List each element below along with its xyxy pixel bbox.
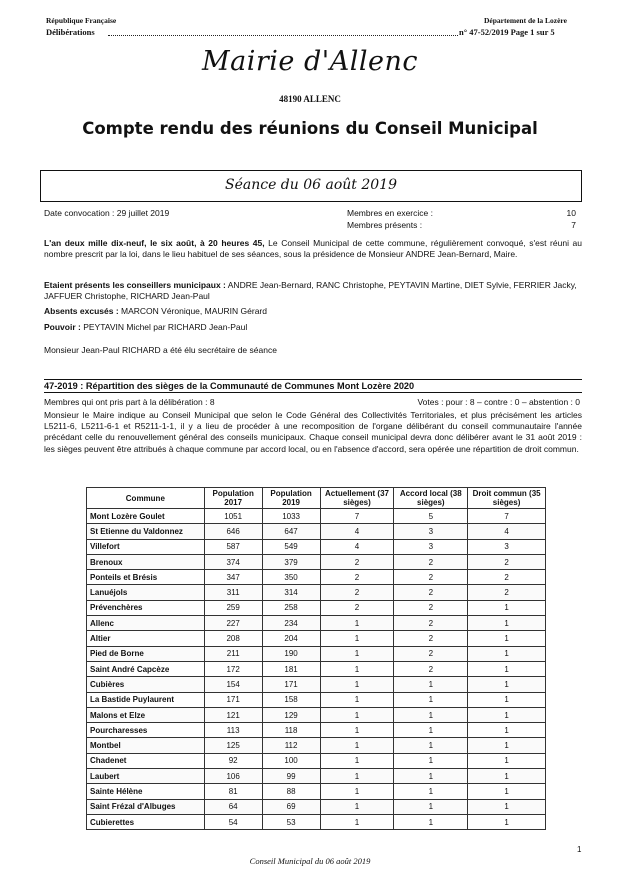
cell-accord-local: 1 [394,784,468,799]
table-row [87,539,546,554]
cell-population-2017: 81 [204,784,262,799]
cell-droit-commun: 1 [468,814,546,829]
cell-droit-commun: 4 [468,524,546,539]
cell-commune: Cubierettes [87,814,205,829]
cell-droit-commun: 1 [468,707,546,722]
mairie-name: Mairie d'Allenc [202,46,418,77]
postcode: 48190 ALLENC [279,94,341,104]
cell-actuellement: 1 [320,753,394,768]
cell-population-2017: 54 [204,814,262,829]
cell-droit-commun: 1 [468,661,546,676]
cell-droit-commun: 1 [468,769,546,784]
seance-date-box [40,170,582,202]
cell-commune: Pied de Borne [87,646,205,661]
cell-accord-local: 1 [394,723,468,738]
cell-population-2017: 113 [204,723,262,738]
cell-population-2017: 125 [204,738,262,753]
cell-actuellement: 2 [320,554,394,569]
col-header-droit-commun: Droit commun (35 sièges) [468,488,546,509]
cell-population-2019: 647 [262,524,320,539]
cell-actuellement: 1 [320,723,394,738]
cell-population-2017: 587 [204,539,262,554]
cell-population-2019: 171 [262,677,320,692]
secretaire-line: Monsieur Jean-Paul RICHARD a été élu secrétaire de séance [44,345,277,355]
cell-accord-local: 1 [394,799,468,814]
cell-commune: Sainte Hélène [87,784,205,799]
membres-presents-label: Membres présents : [347,220,423,230]
table-row [87,784,546,799]
cell-population-2019: 118 [262,723,320,738]
cell-population-2017: 646 [204,524,262,539]
table-row [87,661,546,676]
cell-commune: Chadenet [87,753,205,768]
cell-accord-local: 2 [394,600,468,615]
cell-population-2019: 549 [262,539,320,554]
cell-droit-commun: 1 [468,799,546,814]
cell-droit-commun: 1 [468,631,546,646]
cell-population-2017: 211 [204,646,262,661]
cell-droit-commun: 3 [468,539,546,554]
table-row [87,600,546,615]
cell-actuellement: 4 [320,539,394,554]
cell-accord-local: 1 [394,677,468,692]
cell-population-2017: 1051 [204,509,262,524]
cell-accord-local: 3 [394,539,468,554]
cell-population-2017: 106 [204,769,262,784]
cell-commune: Montbel [87,738,205,753]
cell-actuellement: 1 [320,799,394,814]
votes-line: Votes : pour : 8 – contre : 0 – abstention : 0 [417,397,580,407]
cell-accord-local: 2 [394,585,468,600]
presents-text: ANDRE Jean-Bernard, RANC Christophe, PEYTAVIN Martine, DIET Sylvie, FERRIER Jacky, JAFFUER Christophe, RICHARD Jean-Paul [44,280,577,302]
page-number: 1 [577,845,582,854]
cell-commune: Allenc [87,616,205,631]
cell-actuellement: 1 [320,646,394,661]
cell-droit-commun: 1 [468,600,546,615]
cell-accord-local: 2 [394,646,468,661]
cell-commune: Saint Frézal d'Albuges [87,799,205,814]
intro-bold-start: L'an deux mille dix-neuf, le six août, à 20 heures 45, [44,238,265,248]
section-title: 47-2019 : Répartition des sièges de la Communauté de Communes Mont Lozère 2020 [44,379,582,393]
table-row [87,738,546,753]
intro-paragraph [44,238,582,260]
cell-population-2019: 69 [262,799,320,814]
cell-commune: Cubières [87,677,205,692]
membres-exercice-label: Membres en exercice : [347,208,433,218]
cell-population-2017: 171 [204,692,262,707]
cell-commune: Prévenchères [87,600,205,615]
col-header-commune: Commune [87,488,205,509]
cell-actuellement: 2 [320,585,394,600]
cell-population-2017: 259 [204,600,262,615]
table-row [87,616,546,631]
cell-commune: Altier [87,631,205,646]
cell-actuellement: 1 [320,616,394,631]
cell-actuellement: 1 [320,814,394,829]
cell-accord-local: 2 [394,661,468,676]
cell-commune: Mont Lozère Goulet [87,509,205,524]
cell-accord-local: 2 [394,570,468,585]
cell-droit-commun: 1 [468,738,546,753]
cell-commune: Villefort [87,539,205,554]
table-row [87,799,546,814]
cell-actuellement: 7 [320,509,394,524]
cell-population-2019: 88 [262,784,320,799]
cell-population-2017: 374 [204,554,262,569]
cell-actuellement: 2 [320,570,394,585]
cell-actuellement: 1 [320,769,394,784]
cell-droit-commun: 2 [468,554,546,569]
cell-droit-commun: 1 [468,692,546,707]
header-department: Département de la Lozère [484,16,567,25]
cell-population-2017: 172 [204,661,262,676]
table-row [87,509,546,524]
cell-population-2019: 379 [262,554,320,569]
cell-commune: St Etienne du Valdonnez [87,524,205,539]
excuses-text: MARCON Véronique, MAURIN Gérard [118,306,267,316]
cell-population-2017: 347 [204,570,262,585]
header-page-reference: n° 47-52/2019 Page 1 sur 5 [459,27,555,37]
cell-commune: Saint André Capcèze [87,661,205,676]
cell-commune: Lanuéjols [87,585,205,600]
header-dotted-line [108,27,458,36]
header-republic: République Française [46,16,117,25]
cell-actuellement: 2 [320,600,394,615]
membres-exercice-value: 10 [566,208,576,218]
col-header-population-2017: Population 2017 [204,488,262,509]
cell-droit-commun: 2 [468,570,546,585]
cell-population-2017: 121 [204,707,262,722]
cell-accord-local: 1 [394,707,468,722]
cell-population-2019: 158 [262,692,320,707]
cell-population-2017: 64 [204,799,262,814]
table-row [87,753,546,768]
cell-droit-commun: 1 [468,784,546,799]
table-row [87,554,546,569]
table-row [87,723,546,738]
table-header-row [87,488,546,509]
table-row [87,524,546,539]
cell-actuellement: 1 [320,707,394,722]
cell-accord-local: 3 [394,524,468,539]
col-header-population-2019: Population 2019 [262,488,320,509]
cell-accord-local: 2 [394,616,468,631]
pouvoir-line [44,322,582,333]
cell-population-2019: 100 [262,753,320,768]
cell-actuellement: 1 [320,661,394,676]
presents-label: Etaient présents les conseillers municipaux : [44,280,226,290]
cell-population-2019: 314 [262,585,320,600]
cell-population-2017: 227 [204,616,262,631]
cell-population-2017: 154 [204,677,262,692]
footer: Conseil Municipal du 06 août 2019 [249,856,371,866]
table-row [87,769,546,784]
cell-actuellement: 1 [320,631,394,646]
table-row [87,585,546,600]
cell-population-2019: 53 [262,814,320,829]
table-row [87,677,546,692]
excuses-label: Absents excusés : [44,306,119,316]
table-row [87,814,546,829]
convocation-date: Date convocation : 29 juillet 2019 [44,208,170,218]
presents-paragraph [44,280,582,302]
cell-droit-commun: 2 [468,585,546,600]
cell-droit-commun: 7 [468,509,546,524]
cell-droit-commun: 1 [468,753,546,768]
cell-accord-local: 2 [394,554,468,569]
section-paragraph: Monsieur le Maire indique au Conseil Municipal que selon le Code Général des Collectivités Territoriales, et plus précisément les articles L5211-6, L5211-6-1 et R5211-1-1, il y a lieu de procéder à une recomposition de l'organe délibérant du conseil communautaire l'année précédant celle du renouvellement général des conseils municipaux. Chaque conseil municipal devra donc délibérer avant le 31 août 2019 : les sièges peuvent être attribués à chaque commune par accord local, ou en l'absence d'accord, sera opérée une répartition de droit commun. [44,410,582,454]
participants-line: Membres qui ont pris part à la délibération : 8 [44,397,215,407]
cell-accord-local: 2 [394,631,468,646]
cell-actuellement: 1 [320,692,394,707]
header-deliberations-label: Délibérations [46,27,95,37]
cell-accord-local: 1 [394,738,468,753]
seance-date: Séance du 06 août 2019 [224,177,397,193]
cell-actuellement: 4 [320,524,394,539]
cell-population-2019: 258 [262,600,320,615]
cell-droit-commun: 1 [468,677,546,692]
cell-population-2019: 1033 [262,509,320,524]
table-row [87,692,546,707]
cell-accord-local: 1 [394,753,468,768]
table-row [87,707,546,722]
table-row [87,631,546,646]
pouvoir-text: PEYTAVIN Michel par RICHARD Jean-Paul [80,322,248,332]
table-row [87,570,546,585]
cell-population-2019: 99 [262,769,320,784]
membres-presents-value: 7 [571,220,576,230]
col-header-accord-local: Accord local (38 sièges) [394,488,468,509]
cell-commune: Brenoux [87,554,205,569]
cell-accord-local: 5 [394,509,468,524]
cell-actuellement: 1 [320,677,394,692]
cell-population-2017: 208 [204,631,262,646]
cell-population-2019: 190 [262,646,320,661]
cell-population-2019: 181 [262,661,320,676]
cell-accord-local: 1 [394,769,468,784]
cell-droit-commun: 1 [468,646,546,661]
cell-population-2019: 204 [262,631,320,646]
cell-commune: Laubert [87,769,205,784]
cell-commune: La Bastide Puylaurent [87,692,205,707]
cell-accord-local: 1 [394,692,468,707]
cell-population-2017: 311 [204,585,262,600]
cell-actuellement: 1 [320,738,394,753]
cell-actuellement: 1 [320,784,394,799]
cell-population-2019: 234 [262,616,320,631]
seat-distribution-table [86,487,546,830]
cell-commune: Malons et Elze [87,707,205,722]
pouvoir-label: Pouvoir : [44,322,81,332]
cell-population-2019: 350 [262,570,320,585]
excuses-line [44,306,582,317]
col-header-actuellement: Actuellement (37 sièges) [320,488,394,509]
cell-droit-commun: 1 [468,616,546,631]
intro-rest: Le Conseil Municipal de cette commune, régulièrement convoqué, s'est réuni au nombre prescrit par la loi, dans le lieu habituel de ses séances, sous la présidence de Monsieur ANDRE Jean-Bernard, Maire. [44,238,582,260]
page-title: Compte rendu des réunions du Conseil Municipal [82,119,538,138]
cell-commune: Pourcharesses [87,723,205,738]
cell-population-2017: 92 [204,753,262,768]
table-row [87,646,546,661]
cell-commune: Ponteils et Brésis [87,570,205,585]
cell-population-2019: 129 [262,707,320,722]
cell-population-2019: 112 [262,738,320,753]
cell-droit-commun: 1 [468,723,546,738]
cell-accord-local: 1 [394,814,468,829]
